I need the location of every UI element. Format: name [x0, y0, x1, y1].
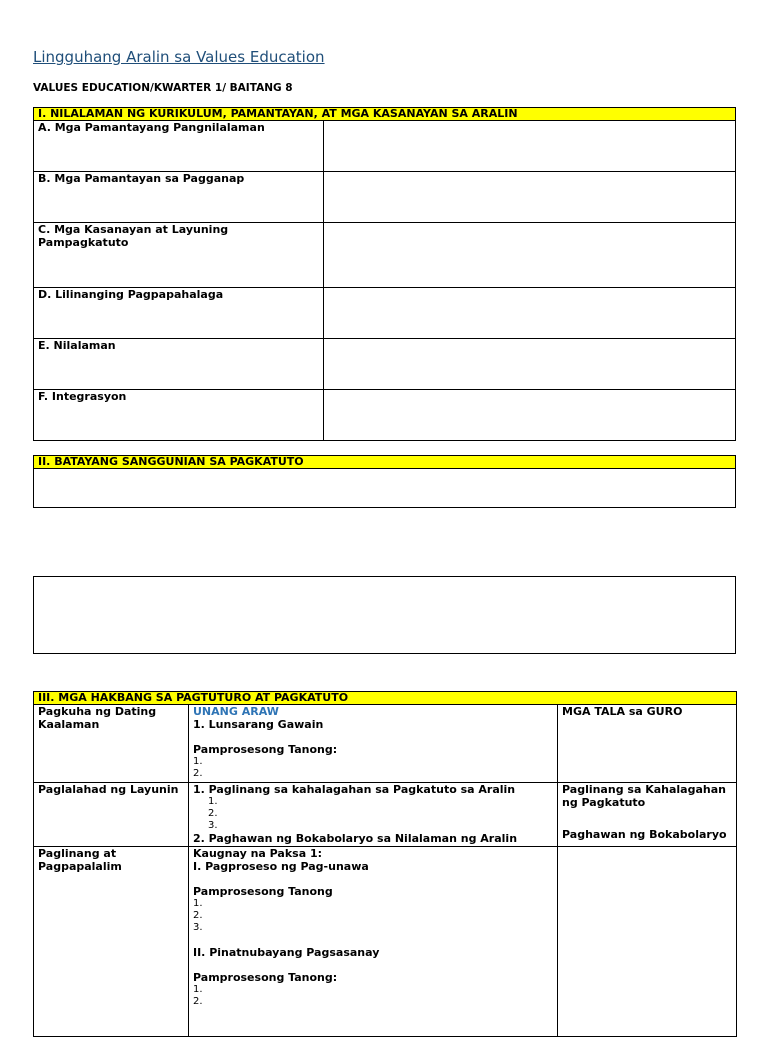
- row-input-c[interactable]: [324, 223, 736, 288]
- list-item: 1.: [208, 796, 218, 807]
- row1-note: MGA TALA sa GURO: [558, 705, 737, 783]
- section-i-table: [33, 107, 736, 441]
- table-row: [34, 705, 737, 783]
- row2-note1: Paglinang sa Kahalagahan ng Pagkatuto: [562, 783, 726, 809]
- row3-content[interactable]: [189, 847, 558, 1037]
- table-row: [34, 223, 736, 288]
- list-item: 3.: [208, 820, 218, 831]
- table-row: [34, 121, 736, 172]
- list-item: 1.: [193, 756, 203, 767]
- row1-questions-label: Pamprosesong Tanong:: [193, 743, 338, 756]
- list-item: 3.: [193, 922, 203, 933]
- row1-activity: 1. Lunsarang Gawain: [193, 718, 324, 731]
- section-i-header: I. NILALAMAN NG KURIKULUM, PAMANTAYAN, AT MGA KASANAYAN SA ARALIN: [34, 108, 736, 121]
- row1-label: Pagkuha ng Dating Kaalaman: [34, 705, 189, 783]
- section-ii-table: [33, 455, 736, 508]
- row-label-c: C. Mga Kasanayan at Layuning Pampagkatuto: [34, 223, 324, 288]
- blank-text-box[interactable]: [33, 576, 736, 654]
- row-input-d[interactable]: [324, 288, 736, 339]
- row-label-a: A. Mga Pamantayang Pangnilalaman: [34, 121, 324, 172]
- row-label-b: B. Mga Pamantayan sa Pagganap: [34, 172, 324, 223]
- section-iii-header: III. MGA HAKBANG SA PAGTUTURO AT PAGKATUTO: [34, 692, 737, 705]
- row3-part1: I. Pagproseso ng Pag-unawa: [193, 860, 369, 873]
- table-row: [34, 172, 736, 223]
- row-input-f[interactable]: [324, 390, 736, 441]
- list-item: 1.: [193, 898, 203, 909]
- row-label-f: F. Integrasyon: [34, 390, 324, 441]
- row-label-d: D. Lilinanging Pagpapahalaga: [34, 288, 324, 339]
- table-row: [34, 390, 736, 441]
- list-item: 1.: [193, 984, 203, 995]
- row2-item1: 1. Paglinang sa kahalagahan sa Pagkatuto sa Aralin: [193, 783, 516, 796]
- row2-note2: Paghawan ng Bokabolaryo: [562, 828, 727, 841]
- table-row: [34, 783, 737, 847]
- table-row: [34, 288, 736, 339]
- table-row: [34, 847, 737, 1037]
- row2-label: Paglalahad ng Layunin: [34, 783, 189, 847]
- row3-questions2-label: Pamprosesong Tanong:: [193, 971, 338, 984]
- list-item: 2.: [208, 808, 218, 819]
- row-input-e[interactable]: [324, 339, 736, 390]
- document-subtitle: VALUES EDUCATION/KWARTER 1/ BAITANG 8: [33, 82, 293, 94]
- day-label: UNANG ARAW: [193, 705, 279, 718]
- row3-part2: II. Pinatnubayang Pagsasanay: [193, 946, 380, 959]
- list-item: 2.: [193, 768, 203, 779]
- row-input-a[interactable]: [324, 121, 736, 172]
- row3-note[interactable]: [558, 847, 737, 1037]
- row1-content[interactable]: [189, 705, 558, 783]
- document-title: Lingguhang Aralin sa Values Education: [33, 48, 325, 66]
- section-iii-table: [33, 691, 737, 1037]
- row3-questions1-label: Pamprosesong Tanong: [193, 885, 333, 898]
- row-input-b[interactable]: [324, 172, 736, 223]
- table-row: [34, 339, 736, 390]
- list-item: 2.: [193, 910, 203, 921]
- list-item: 2.: [193, 996, 203, 1007]
- row2-content[interactable]: [189, 783, 558, 847]
- section-ii-input[interactable]: [34, 469, 736, 508]
- section-ii-header: II. BATAYANG SANGGUNIAN SA PAGKATUTO: [34, 456, 736, 469]
- row2-item2: 2. Paghawan ng Bokabolaryo sa Nilalaman ng Aralin: [193, 832, 518, 845]
- row2-notes: [558, 783, 737, 847]
- row3-topic: Kaugnay na Paksa 1:: [193, 847, 323, 860]
- row-label-e: E. Nilalaman: [34, 339, 324, 390]
- row3-label: Paglinang at Pagpapalalim: [34, 847, 189, 1037]
